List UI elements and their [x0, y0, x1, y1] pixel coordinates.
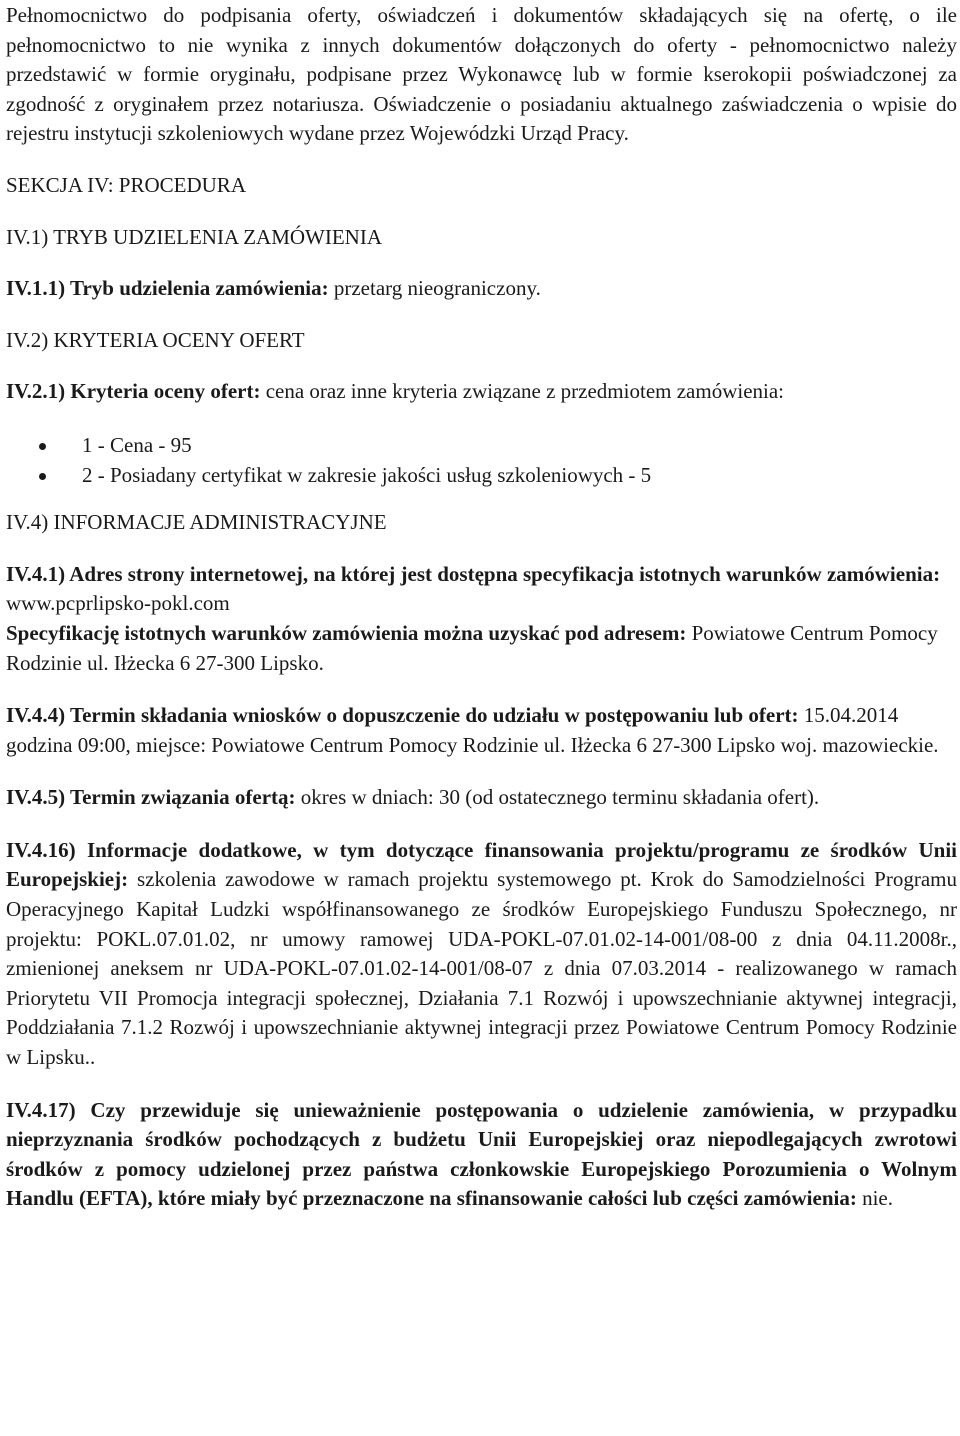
iv4-5-label: IV.4.5) Termin związania ofertą: [6, 785, 296, 810]
section-heading: SEKCJA IV: PROCEDURA [6, 172, 246, 197]
bullet-icon [39, 473, 46, 480]
iv1-1-item [6, 274, 957, 304]
iv2-1-value: cena oraz inne kryteria związane z przedmiotem zamówienia: [265, 379, 785, 404]
criteria-item [6, 461, 957, 491]
spec-label: Specyfikację istotnych warunków zamówienia można uzyskać pod adresem: [6, 620, 687, 645]
iv4-17-label: IV.4.17) Czy przewiduje się unieważnienie postępowania o udzielenie zamówienia, w przypadku nieprzyznania środków pochodzących z budżetu Unii Europejskiej oraz niepodlegających zwrotowi środków z pomocy udzielonej przez państwa członkowskie Europejskiego Porozumienia o Wolnym Handlu (EFTA), które miały być przeznaczone na sfinansowanie całości lub części zamówienia: [6, 1097, 957, 1211]
iv4-17-value: nie. [862, 1186, 893, 1211]
iv1-1-label: IV.1.1) Tryb udzielenia zamówienia: [6, 276, 329, 301]
iv4-16-label: IV.4.16) Informacje dodatkowe, w tym dotyczące finansowania projektu/programu ze środków Unii Europejskiej: [6, 837, 957, 892]
iv4-5-item [6, 783, 957, 813]
iv4-17-item [6, 1096, 957, 1214]
iv4-1-label: IV.4.1) Adres strony internetowej, na której jest dostępna specyfikacja istotnych warunków zamówienia: [6, 561, 941, 586]
criteria-item [6, 431, 957, 461]
spec-item [6, 619, 957, 678]
criteria-text: 1 - Cena - 95 [82, 432, 192, 457]
iv1-1-value: przetarg nieograniczony. [333, 276, 541, 301]
iv1-heading: IV.1) TRYB UDZIELENIA ZAMÓWIENIA [6, 224, 383, 249]
iv4-4-item [6, 701, 957, 760]
iv4-16-item [6, 836, 957, 1073]
iv4-16-value: szkolenia zawodowe w ramach projektu systemowego pt. Krok do Samodzielności Programu Operacyjnego Kapitał Ludzki współfinansowanego ze środków Europejskiego Funduszu Społecznego, nr projektu: POKL.07.01.02, nr umowy ramowej UDA-POKL-07.01.02-14-001/08-00 z dnia 04.11.2008r., zmienionej aneksem nr UDA-POKL-07.01.02-14-001/08-07 z dnia 07.03.2014 - realizowanego w ramach Priorytetu VII Promocja integracji społecznej, Działania 7.1 Rozwój i upowszechnianie aktywnej integracji, Poddziałania 7.1.2 Rozwój i upowszechnianie aktywnej integracji przez Powiatowe Centrum Pomocy Rodzinie w Lipsku.. [6, 867, 957, 1070]
iv2-1-item [6, 377, 957, 407]
spec-value: Powiatowe Centrum Pomocy Rodzinie ul. Iłżecka 6 27-300 Lipsko. [6, 620, 938, 675]
criteria-list [6, 431, 957, 490]
iv2-heading: IV.2) KRYTERIA OCENY OFERT [6, 327, 305, 352]
iv4-1-value: www.pcprlipsko-pokl.com [6, 591, 230, 616]
intro-paragraph: Pełnomocnictwo do podpisania oferty, oświadczeń i dokumentów składających się na ofertę, o ile pełnomocnictwo to nie wynika z innych dokumentów dołączonych do oferty - pełnomocnictwo należy przedstawić w formie oryginału, podpisane przez Wykonawcę lub w formie kserokopii poświadczonej za zgodność z oryginałem przez notariusza. Oświadczenie o posiadaniu aktualnego zaświadczenia o wpisie do rejestru instytucji szkoleniowych wydane przez Wojewódzki Urząd Pracy. [6, 3, 957, 146]
bullet-icon [39, 443, 46, 450]
iv4-4-value: 15.04.2014 godzina 09:00, miejsce: Powiatowe Centrum Pomocy Rodzinie ul. Iłżecka 6 27-300 Lipsko woj. mazowieckie. [6, 703, 939, 757]
iv4-5-value: okres w dniach: 30 (od ostatecznego terminu składania ofert). [300, 785, 820, 810]
iv4-4-label: IV.4.4) Termin składania wniosków o dopuszczenie do udziału w postępowaniu lub ofert: [6, 703, 799, 728]
criteria-text: 2 - Posiadany certyfikat w zakresie jakości usług szkoleniowych - 5 [82, 462, 652, 487]
iv2-1-label: IV.2.1) Kryteria oceny ofert: [6, 379, 261, 404]
iv4-heading: IV.4) INFORMACJE ADMINISTRACYJNE [6, 510, 387, 535]
iv4-1-item [6, 560, 957, 619]
